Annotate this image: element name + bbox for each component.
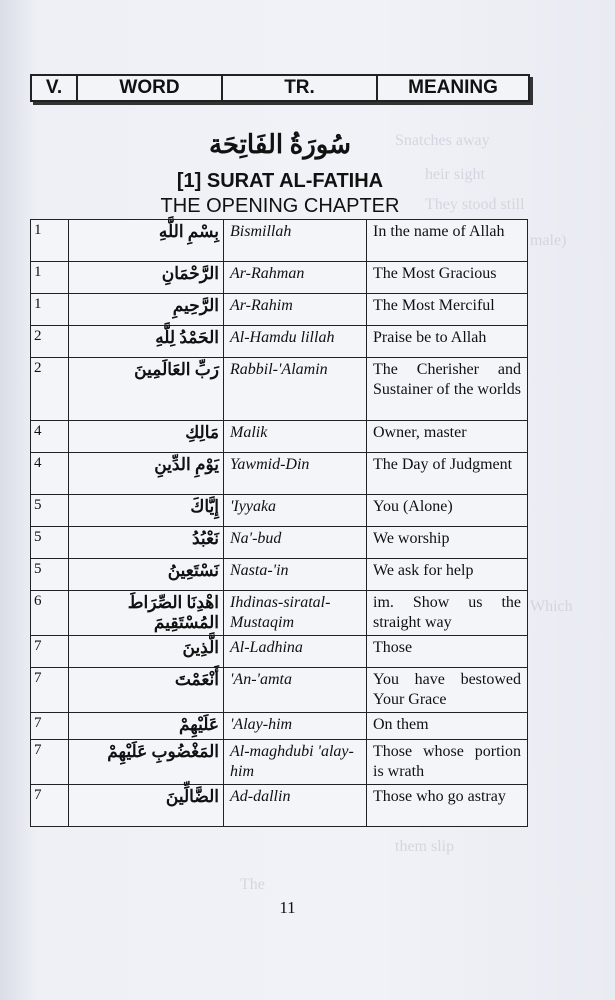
meaning-cell: Owner, master	[373, 424, 467, 441]
table-row	[31, 326, 527, 358]
arabic-word-cell: أَنْعَمْتَ	[69, 668, 224, 712]
bleed-through-text: Which	[530, 598, 573, 615]
bleed-through-text: heir sight	[425, 166, 485, 183]
transliteration-cell: Nasta-'in	[224, 559, 367, 590]
header-word: WORD	[78, 76, 223, 100]
transliteration-cell: Ar-Rahman	[224, 262, 367, 293]
table-row	[31, 527, 527, 559]
meaning-cell: Those	[373, 639, 413, 656]
header-transliteration: TR.	[223, 76, 378, 100]
table-row	[31, 713, 527, 740]
surah-subtitle: THE OPENING CHAPTER	[160, 195, 400, 217]
bleed-through-text: The	[240, 876, 265, 893]
verse-number-cell: 1	[31, 294, 69, 325]
bleed-through-text: Snatches away	[395, 132, 490, 149]
verse-number-cell: 4	[31, 453, 69, 494]
meaning-cell: The Cherisher and Sustainer of the worlds	[373, 361, 521, 398]
meaning-cell: You have bestowed Your Grace	[373, 671, 521, 708]
table-row	[31, 785, 527, 826]
verse-number-cell: 7	[31, 785, 69, 826]
meaning-cell: im. Show us the straight way	[373, 594, 521, 631]
header-verse: V.	[32, 76, 78, 100]
transliteration-cell: Al-maghdubi 'alay-him	[224, 740, 367, 784]
transliteration-cell: Al-Hamdu lillah	[224, 326, 367, 357]
arabic-word-cell: المَغْضُوبِ عَلَيْهِمْ	[69, 740, 224, 784]
table-row	[31, 495, 527, 527]
meaning-cell: Praise be to Allah	[373, 329, 487, 346]
meaning-cell: On them	[373, 716, 429, 733]
arabic-word-cell: نَعْبُدُ	[69, 527, 224, 558]
table-row	[31, 740, 527, 785]
arabic-word-cell: الرَّحْمَانِ	[69, 262, 224, 293]
bleed-through-text: They stood still	[425, 196, 525, 213]
arabic-word-cell: الضَّالِّينَ	[69, 785, 224, 826]
header-meaning: MEANING	[408, 77, 498, 98]
verse-number-cell: 7	[31, 740, 69, 784]
transliteration-cell: Rabbil-'Alamin	[224, 358, 367, 420]
bleed-through-text: male)	[530, 232, 567, 249]
transliteration-cell: Bismillah	[224, 220, 367, 261]
verse-number-cell: 2	[31, 358, 69, 420]
arabic-word-cell: مَالِكِ	[69, 421, 224, 452]
meaning-cell: The Most Merciful	[373, 297, 495, 314]
column-header-bar	[30, 74, 530, 102]
transliteration-cell: Ar-Rahim	[224, 294, 367, 325]
verse-number-cell: 7	[31, 636, 69, 667]
meaning-cell: We worship	[373, 530, 450, 547]
verse-number-cell: 7	[31, 668, 69, 712]
verse-number-cell: 6	[31, 591, 69, 635]
meaning-cell: Those whose portion is wrath	[373, 743, 521, 780]
table-row	[31, 220, 527, 262]
vocabulary-table	[30, 219, 528, 827]
table-row	[31, 591, 527, 636]
arabic-word-cell: الَّذِينَ	[69, 636, 224, 667]
table-row	[31, 668, 527, 713]
table-row	[31, 453, 527, 495]
verse-number-cell: 5	[31, 527, 69, 558]
surah-title: [1] SURAT AL-FATIHA	[176, 170, 384, 192]
verse-number-cell: 1	[31, 220, 69, 261]
arabic-word-cell: عَلَيْهِمْ	[69, 713, 224, 739]
arabic-word-cell: الحَمْدُ لِلَّهِ	[69, 326, 224, 357]
table-row	[31, 262, 527, 294]
meaning-cell: In the name of Allah	[373, 223, 505, 240]
transliteration-cell: Ad-dallin	[224, 785, 367, 826]
arabic-word-cell: اهْدِنَا الصِّرَاطَ المُسْتَقِيمَ	[69, 591, 224, 635]
transliteration-cell: Na'-bud	[224, 527, 367, 558]
arabic-word-cell: نَسْتَعِينُ	[69, 559, 224, 590]
surah-title-arabic: سُورَةُ الفَاتِحَة	[208, 130, 352, 159]
verse-number-cell: 5	[31, 495, 69, 526]
table-row	[31, 559, 527, 591]
arabic-word-cell: رَبِّ العَالَمِينَ	[69, 358, 224, 420]
table-row	[31, 358, 527, 421]
transliteration-cell: Ihdinas-siratal-Mustaqim	[224, 591, 367, 635]
bleed-through-text: them slip	[395, 838, 455, 855]
arabic-word-cell: يَوْمِ الدِّينِ	[69, 453, 224, 494]
transliteration-cell: 'An-'amta	[224, 668, 367, 712]
verse-number-cell: 7	[31, 713, 69, 739]
verse-number-cell: 1	[31, 262, 69, 293]
meaning-cell: You (Alone)	[373, 498, 453, 515]
table-row	[31, 421, 527, 453]
meaning-cell: Those who go astray	[373, 788, 506, 805]
arabic-word-cell: إِيَّاكَ	[69, 495, 224, 526]
page-number: 11	[279, 898, 296, 917]
table-row	[31, 294, 527, 326]
verse-number-cell: 4	[31, 421, 69, 452]
transliteration-cell: Yawmid-Din	[224, 453, 367, 494]
arabic-word-cell: الرَّحِيمِ	[69, 294, 224, 325]
transliteration-cell: 'Alay-him	[224, 713, 367, 739]
transliteration-cell: 'Iyyaka	[224, 495, 367, 526]
meaning-cell: The Most Gracious	[373, 265, 497, 282]
transliteration-cell: Al-Ladhina	[224, 636, 367, 667]
verse-number-cell: 2	[31, 326, 69, 357]
meaning-cell: The Day of Judgment	[373, 456, 513, 473]
meaning-cell: We ask for help	[373, 562, 474, 579]
verse-number-cell: 5	[31, 559, 69, 590]
transliteration-cell: Malik	[224, 421, 367, 452]
arabic-word-cell: بِسْمِ اللَّهِ	[69, 220, 224, 261]
table-row	[31, 636, 527, 668]
